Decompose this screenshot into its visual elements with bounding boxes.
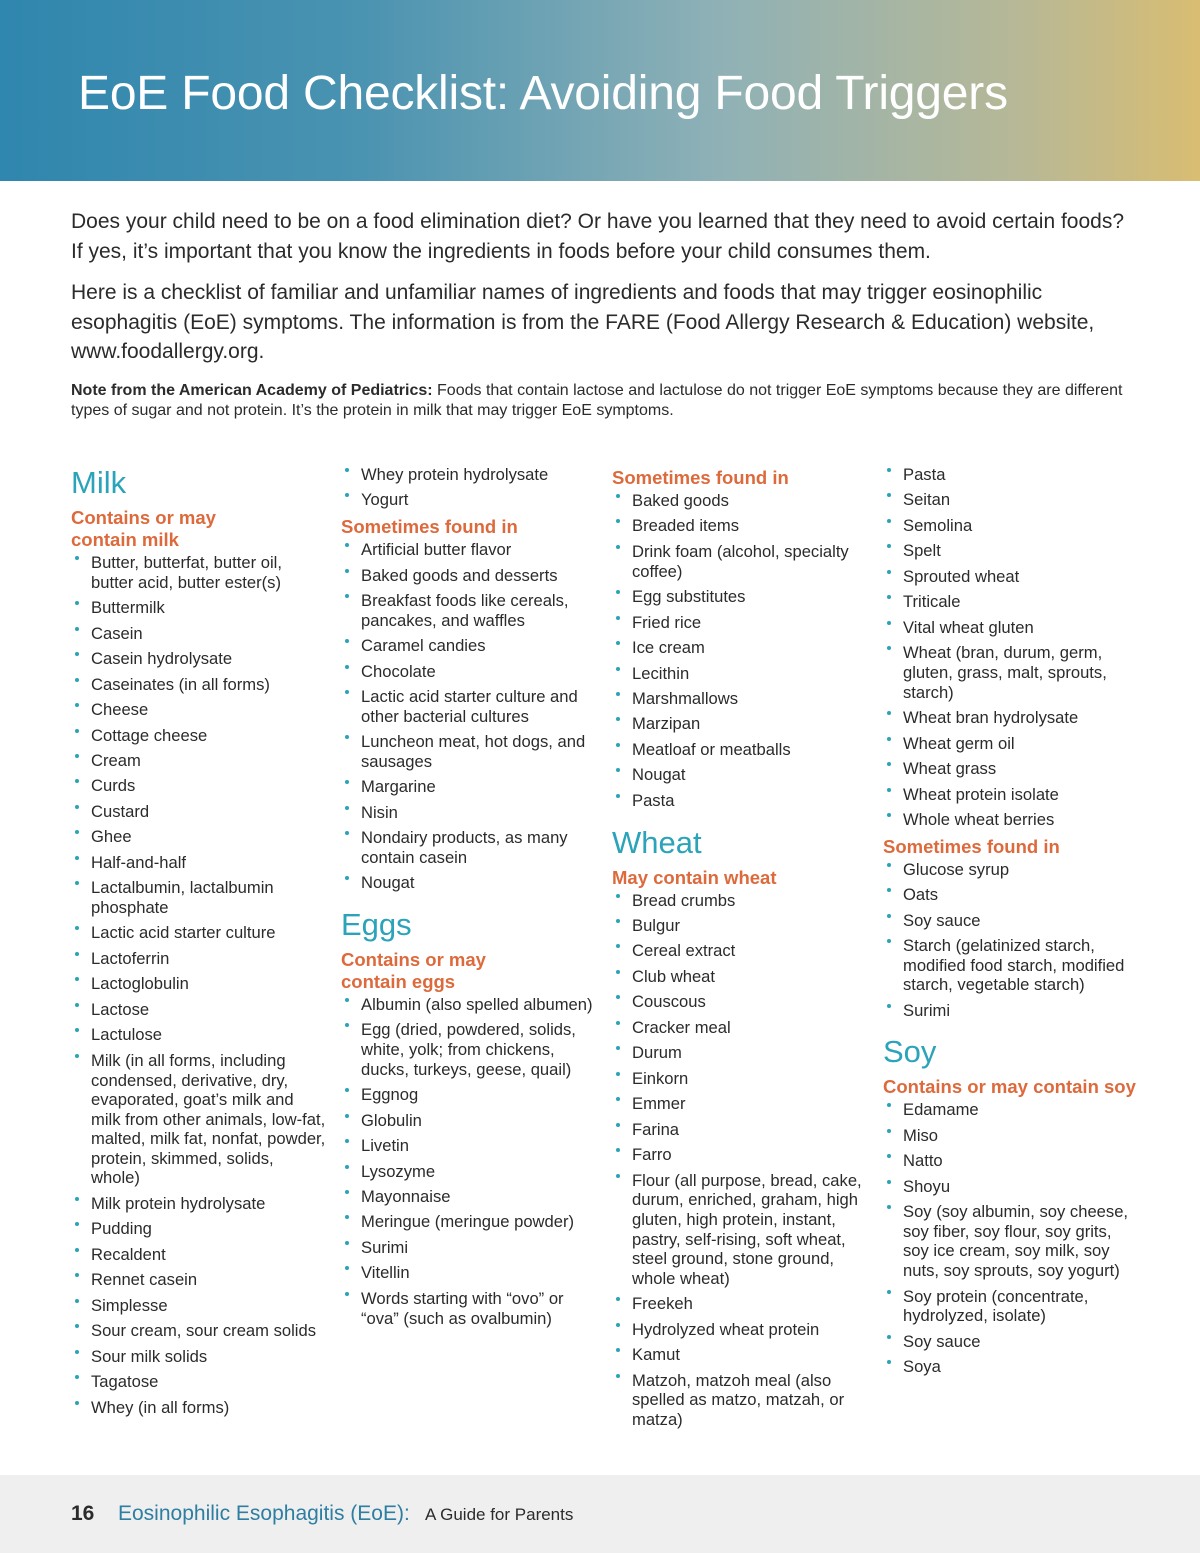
column-1 <box>71 465 326 1423</box>
list-item: Marzipan <box>612 714 867 734</box>
list-item: Wheat bran hydrolysate <box>883 708 1138 728</box>
milk-sometimes-title: Sometimes found in <box>341 516 518 538</box>
list-item: Lactose <box>71 1000 326 1020</box>
eggs-contains-list <box>341 995 596 1328</box>
list-item: Eggnog <box>341 1085 596 1105</box>
list-item: Lactic acid starter culture <box>71 923 326 943</box>
list-item: Wheat (bran, durum, germ, gluten, grass, malt, sprouts, starch) <box>883 643 1138 702</box>
milk-contains-list-continued <box>341 465 596 510</box>
list-item: Spelt <box>883 541 1138 561</box>
list-item: Egg (dried, powdered, solids, white, yolk; from chickens, ducks, turkeys, geese, quail) <box>341 1020 596 1079</box>
list-item: Cereal extract <box>612 941 867 961</box>
list-item: Matzoh, matzoh meal (also spelled as matzo, matzah, or matza) <box>612 1371 867 1430</box>
list-item: Ghee <box>71 827 326 847</box>
list-item: Casein <box>71 624 326 644</box>
list-item: Bread crumbs <box>612 891 867 911</box>
list-item: Seitan <box>883 490 1138 510</box>
list-item: Words starting with “ovo” or “ova” (such as ovalbumin) <box>341 1289 596 1328</box>
list-item: Vital wheat gluten <box>883 618 1138 638</box>
wheat-contains-list <box>612 891 867 1430</box>
list-item: Lactoglobulin <box>71 974 326 994</box>
list-item: Starch (gelatinized starch, modified food starch, modified starch, vegetable starch) <box>883 936 1138 995</box>
intro <box>71 207 1141 379</box>
list-item: Edamame <box>883 1100 1138 1120</box>
list-item: Flour (all purpose, bread, cake, durum, enriched, graham, high gluten, high protein, instant, pastry, self-rising, soft wheat, steel ground, stone ground, whole wheat) <box>612 1171 867 1289</box>
list-item: Nougat <box>341 873 596 893</box>
list-item: Sour milk solids <box>71 1347 326 1367</box>
list-item: Egg substitutes <box>612 587 867 607</box>
list-item: Milk protein hydrolysate <box>71 1194 326 1214</box>
list-item: Ice cream <box>612 638 867 658</box>
wheat-sometimes-title: Sometimes found in <box>883 835 1060 857</box>
list-item: Farina <box>612 1120 867 1140</box>
list-item: Globulin <box>341 1111 596 1131</box>
list-item: Fried rice <box>612 613 867 633</box>
list-item: Soy sauce <box>883 1332 1138 1352</box>
guide-title: Eosinophilic Esophagitis (EoE): <box>118 1502 410 1525</box>
list-item: Nisin <box>341 803 596 823</box>
list-item: Lactic acid starter culture and other bacterial cultures <box>341 687 596 726</box>
note-label: Note from the American Academy of Pediatrics: <box>71 382 433 399</box>
column-4 <box>883 465 1138 1383</box>
list-item: Meatloaf or meatballs <box>612 740 867 760</box>
intro-paragraph-2: Here is a checklist of familiar and unfamiliar names of ingredients and foods that may trigger eosinophilic esophagitis (EoE) symptoms. The information is from the FARE (Food Allergy Research & Education) website, www.foodallergy.org. <box>71 281 1095 363</box>
note-text: Foods that contain lactose and lactulose do not trigger EoE symptoms because they are different types of sugar and not protein. It’s the protein in milk that may trigger EoE symptoms. <box>71 382 1123 419</box>
list-item: Sour cream, sour cream solids <box>71 1321 326 1341</box>
list-item: Baked goods and desserts <box>341 566 596 586</box>
list-item: Recaldent <box>71 1245 326 1265</box>
page-number: 16 <box>71 1502 95 1525</box>
list-item: Whey (in all forms) <box>71 1398 326 1418</box>
wheat-contains-list-continued <box>883 465 1138 830</box>
list-item: Buttermilk <box>71 598 326 618</box>
list-item: Farro <box>612 1145 867 1165</box>
list-item: Butter, butterfat, butter oil, butter acid, butter ester(s) <box>71 553 326 592</box>
list-item: Meringue (meringue powder) <box>341 1212 596 1232</box>
list-item: Curds <box>71 776 326 796</box>
list-item: Luncheon meat, hot dogs, and sausages <box>341 732 596 771</box>
list-item: Pasta <box>612 791 867 811</box>
list-item: Lactoferrin <box>71 949 326 969</box>
eggs-sometimes-list <box>612 491 867 811</box>
list-item: Baked goods <box>612 491 867 511</box>
list-item: Marshmallows <box>612 689 867 709</box>
list-item: Surimi <box>341 1238 596 1258</box>
list-item: Nougat <box>612 765 867 785</box>
list-item: Chocolate <box>341 662 596 682</box>
list-item: Einkorn <box>612 1069 867 1089</box>
wheat-sometimes-list <box>883 860 1138 1021</box>
list-item: Cottage cheese <box>71 726 326 746</box>
list-item: Caseinates (in all forms) <box>71 675 326 695</box>
milk-contains-list <box>71 553 326 1417</box>
list-item: Half-and-half <box>71 853 326 873</box>
page-title: EoE Food Checklist: Avoiding Food Triggers <box>78 67 1008 120</box>
list-item: Yogurt <box>341 490 596 510</box>
list-item: Wheat grass <box>883 759 1138 779</box>
wheat-section-title: Wheat <box>612 824 702 860</box>
list-item: Emmer <box>612 1094 867 1114</box>
list-item: Tagatose <box>71 1372 326 1392</box>
list-item: Lecithin <box>612 664 867 684</box>
guide-subtitle: A Guide for Parents <box>425 1505 574 1524</box>
list-item: Drink foam (alcohol, specialty coffee) <box>612 542 867 581</box>
wheat-contains-title: May contain wheat <box>612 866 777 888</box>
list-item: Semolina <box>883 516 1138 536</box>
list-item: Rennet casein <box>71 1270 326 1290</box>
milk-section-title: Milk <box>71 465 127 500</box>
list-item: Glucose syrup <box>883 860 1138 880</box>
list-item: Margarine <box>341 777 596 797</box>
list-item: Pudding <box>71 1219 326 1239</box>
list-item: Lactalbumin, lactalbumin phosphate <box>71 878 326 917</box>
list-item: Albumin (also spelled albumen) <box>341 995 596 1015</box>
list-item: Club wheat <box>612 967 867 987</box>
milk-sometimes-list <box>341 540 596 893</box>
list-item: Custard <box>71 802 326 822</box>
list-item: Soy sauce <box>883 911 1138 931</box>
list-item: Cheese <box>71 700 326 720</box>
list-item: Artificial butter flavor <box>341 540 596 560</box>
list-item: Lysozyme <box>341 1162 596 1182</box>
list-item: Bulgur <box>612 916 867 936</box>
soy-contains-list <box>883 1100 1138 1376</box>
list-item: Cracker meal <box>612 1018 867 1038</box>
list-item: Sprouted wheat <box>883 567 1138 587</box>
soy-contains-title: Contains or may contain soy <box>883 1076 1136 1098</box>
list-item: Durum <box>612 1043 867 1063</box>
list-item: Breakfast foods like cereals, pancakes, and waffles <box>341 591 596 630</box>
eggs-section-title: Eggs <box>341 906 412 942</box>
list-item: Couscous <box>612 992 867 1012</box>
list-item: Vitellin <box>341 1263 596 1283</box>
list-item: Natto <box>883 1151 1138 1171</box>
header-banner <box>0 0 1200 181</box>
eggs-sometimes-title: Sometimes found in <box>612 467 789 488</box>
list-item: Kamut <box>612 1345 867 1365</box>
list-item: Miso <box>883 1126 1138 1146</box>
list-item: Casein hydrolysate <box>71 649 326 669</box>
list-item: Surimi <box>883 1001 1138 1021</box>
list-item: Livetin <box>341 1136 596 1156</box>
list-item: Wheat protein isolate <box>883 785 1138 805</box>
list-item: Milk (in all forms, including condensed, derivative, dry, evaporated, goat’s milk and milk from other animals, low-fat, malted, milk fat, nonfat, powder, protein, skimmed, solids, whole) <box>71 1051 326 1188</box>
list-item: Breaded items <box>612 516 867 536</box>
list-item: Cream <box>71 751 326 771</box>
list-item: Nondairy products, as many contain casein <box>341 828 596 867</box>
list-item: Whole wheat berries <box>883 810 1138 830</box>
list-item: Soy (soy albumin, soy cheese, soy fiber, soy flour, soy grits, soy ice cream, soy milk, soy nuts, soy sprouts, soy yogurt) <box>883 1202 1138 1280</box>
soy-section-title: Soy <box>883 1034 937 1070</box>
list-item: Lactulose <box>71 1025 326 1045</box>
page-footer <box>0 1475 1200 1553</box>
column-2 <box>341 465 596 1334</box>
list-item: Freekeh <box>612 1294 867 1314</box>
list-item: Simplesse <box>71 1296 326 1316</box>
list-item: Soy protein (concentrate, hydrolyzed, isolate) <box>883 1287 1138 1326</box>
eggs-contains-title: Contains or may contain eggs <box>341 948 486 992</box>
list-item: Hydrolyzed wheat protein <box>612 1320 867 1340</box>
list-item: Triticale <box>883 592 1138 612</box>
list-item: Oats <box>883 885 1138 905</box>
list-item: Wheat germ oil <box>883 734 1138 754</box>
list-item: Mayonnaise <box>341 1187 596 1207</box>
list-item: Pasta <box>883 465 1138 485</box>
milk-contains-title: Contains or may contain milk <box>71 507 216 550</box>
list-item: Shoyu <box>883 1177 1138 1197</box>
list-item: Soya <box>883 1357 1138 1377</box>
list-item: Whey protein hydrolysate <box>341 465 596 485</box>
column-3 <box>612 465 867 1435</box>
intro-paragraph-1: Does your child need to be on a food elimination diet? Or have you learned that they need to avoid certain foods? If yes, it’s important that you know the ingredients in foods before your child consumes them. <box>71 210 1125 263</box>
list-item: Caramel candies <box>341 636 596 656</box>
aap-note <box>71 381 1151 421</box>
